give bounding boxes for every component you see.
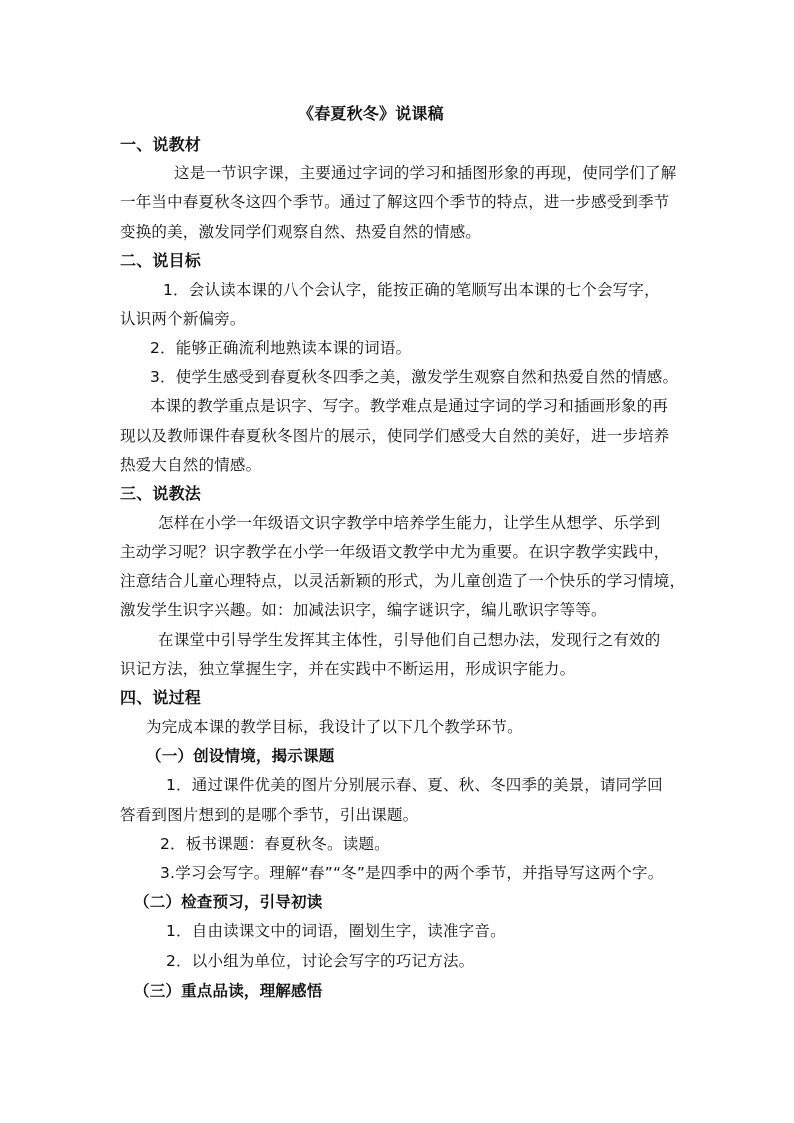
paragraph-line: 识记方法，独立掌握生字，并在实践中不断运用，形成识字能力。 xyxy=(120,660,576,678)
list-item-continuation: 答看到图片想到的是哪个季节，引出课题。 xyxy=(120,806,419,824)
paragraph-line: 激发学生识字兴趣。如：加减法识字，编字谜识字，编儿歌识字等等。 xyxy=(120,601,607,619)
list-item: 1．通过课件优美的图片分别展示春、夏、秋、冬四季的美景，请同学回 xyxy=(166,776,663,794)
paragraph-line: 怎样在小学一年级语文识字教学中培养学生能力，让学生从想学、乐学到 xyxy=(158,514,661,532)
list-item-continuation: 认识两个新偏旁。 xyxy=(120,310,246,328)
list-item: 1．自由读课文中的词语，圈划生字，读准字音。 xyxy=(166,922,506,940)
paragraph-line: 注意结合儿童心理特点，以灵活新颖的形式，为儿童创造了一个快乐的学习情境， xyxy=(120,572,686,590)
section-heading-goals: 二、说目标 xyxy=(120,251,202,270)
subsection-heading: （一）创设情境，揭示课题 xyxy=(146,747,335,765)
paragraph-line: 变换的美，激发同学们观察自然、热爱自然的情感。 xyxy=(120,223,482,241)
section-heading-methods: 三、说教法 xyxy=(120,484,202,503)
paragraph-line: 这是一节识字课，主要通过字词的学习和插图形象的再现，使同学们了解 xyxy=(174,164,677,182)
paragraph-line: 现以及教师课件春夏秋冬图片的展示，使同学们感受大自然的美好，进一步培养 xyxy=(120,427,670,445)
paragraph-line: 主动学习呢？识字教学在小学一年级语文教学中尤为重要。在识字教学实践中， xyxy=(120,543,670,561)
subsection-heading: （二）检查预习，引导初读 xyxy=(134,893,323,911)
list-item: 3．使学生感受到春夏秋冬四季之美，激发学生观察自然和热爱自然的情感。 xyxy=(150,368,679,386)
list-item: 2．以小组为单位，讨论会写字的巧记方法。 xyxy=(166,952,475,970)
paragraph-line: 在课堂中引导学生发挥其主体性，引导他们自己想办法，发现行之有效的 xyxy=(158,631,661,649)
document-title: 《春夏秋冬》说课稿 xyxy=(298,104,444,123)
section-heading-process: 四、说过程 xyxy=(120,688,202,707)
list-item: 2．板书课题：春夏秋冬。读题。 xyxy=(160,835,390,853)
list-item: 2．能够正确流利地熟读本课的词语。 xyxy=(150,339,412,357)
paragraph-line: 热爱大自然的情感。 xyxy=(120,456,262,474)
paragraph-line: 一年当中春夏秋冬这四个季节。通过了解这四个季节的特点，进一步感受到季节 xyxy=(120,193,670,211)
list-item: 3.学习会写字。理解“春”“冬”是四季中的两个季节，并指导写这两个字。 xyxy=(160,864,664,882)
list-item: 1．会认读本课的八个会认字，能按正确的笔顺写出本课的七个会写字， xyxy=(163,281,660,299)
section-heading-textbook: 一、说教材 xyxy=(120,135,202,154)
subsection-heading: （三）重点品读，理解感悟 xyxy=(134,982,323,1000)
paragraph-line: 本课的教学重点是识字、写字。教学难点是通过字词的学习和插画形象的再 xyxy=(150,397,669,415)
paragraph-line: 为完成本课的教学目标，我设计了以下几个教学环节。 xyxy=(146,718,523,736)
